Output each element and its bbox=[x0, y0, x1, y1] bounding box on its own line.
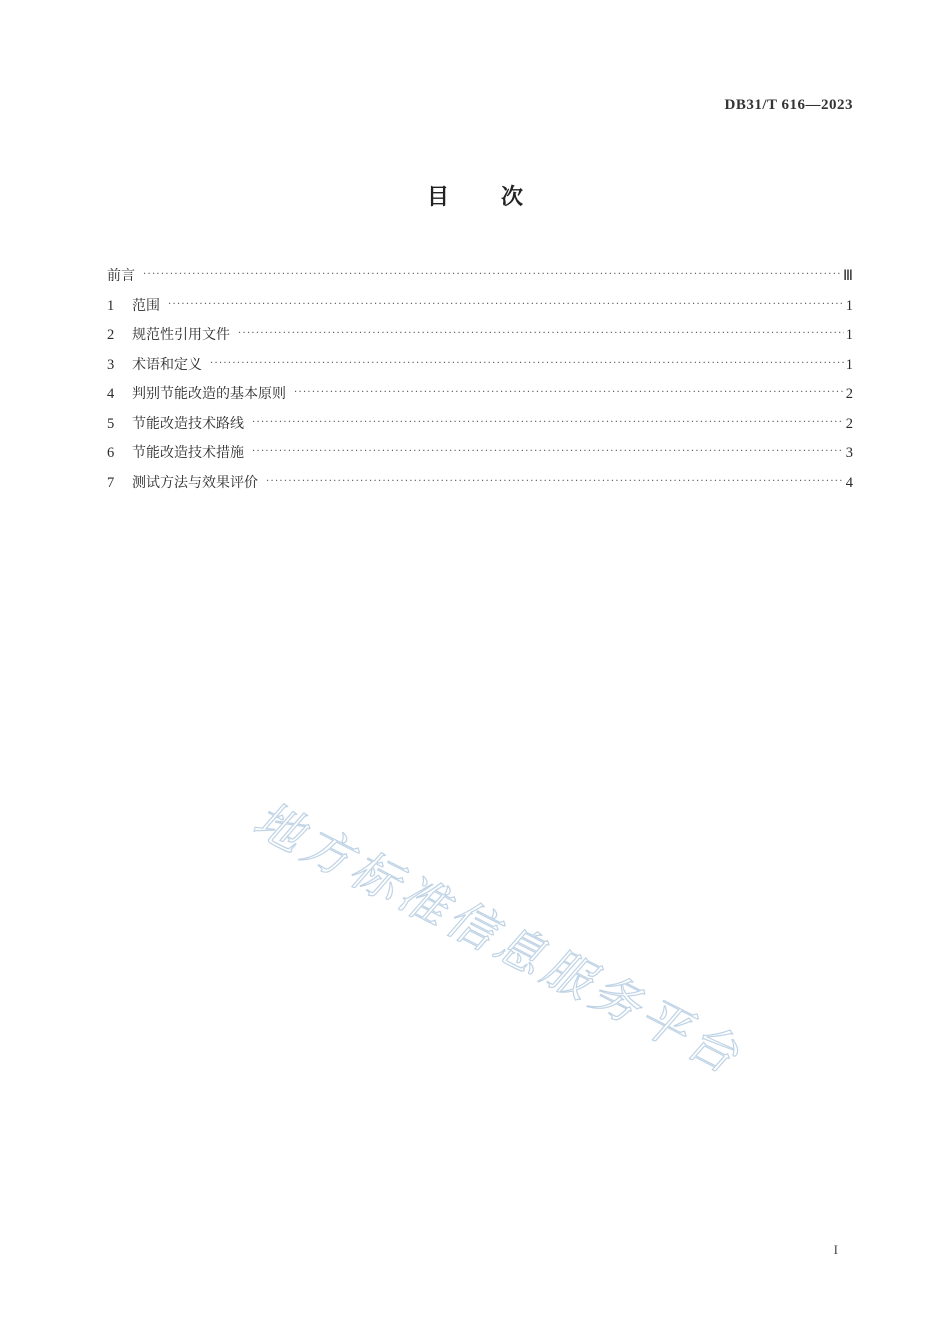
toc-entry-page: 1 bbox=[845, 297, 853, 314]
toc-entry-6[interactable] bbox=[107, 439, 853, 469]
toc-entry-3[interactable] bbox=[107, 351, 853, 381]
toc-leader-dots bbox=[168, 290, 844, 320]
toc-leader-dots bbox=[238, 319, 844, 349]
toc-entry-label: 节能改造技术路线 bbox=[132, 415, 244, 432]
toc-leader-dots bbox=[252, 437, 844, 467]
toc-entry-foreword[interactable] bbox=[107, 262, 853, 292]
toc-entry-number: 7 bbox=[107, 474, 115, 491]
toc-entry-label: 节能改造技术措施 bbox=[132, 445, 244, 461]
toc-entry-label: 测试方法与效果评价 bbox=[132, 474, 258, 491]
toc-leader-dots bbox=[143, 260, 841, 290]
toc-entry-page: 1 bbox=[845, 356, 853, 373]
toc-entry-5[interactable] bbox=[107, 410, 853, 440]
toc-entry-4[interactable] bbox=[107, 380, 853, 410]
toc-entry-page: 1 bbox=[845, 327, 853, 343]
toc-entry-1[interactable] bbox=[107, 292, 853, 322]
page-number: I bbox=[833, 1242, 838, 1257]
toc-entry-label: 判别节能改造的基本原则 bbox=[132, 386, 286, 402]
toc-entry-number: 1 bbox=[107, 297, 115, 314]
toc-leader-dots bbox=[294, 378, 844, 408]
toc-entry-label: 前言 bbox=[107, 268, 135, 284]
page-title: 目次 bbox=[426, 185, 575, 210]
toc-entry-number: 5 bbox=[107, 415, 115, 432]
document-code: DB31/T 616—2023 bbox=[724, 97, 853, 113]
table-of-contents bbox=[107, 262, 853, 498]
watermark: 地方标准信息服务平台 bbox=[244, 791, 752, 1087]
toc-entry-page: Ⅲ bbox=[843, 268, 853, 284]
toc-entry-page: 3 bbox=[845, 445, 853, 461]
toc-entry-number: 4 bbox=[107, 386, 115, 402]
toc-entry-page: 2 bbox=[845, 386, 853, 402]
toc-entry-label: 范围 bbox=[132, 297, 160, 314]
toc-leader-dots bbox=[210, 349, 844, 379]
toc-entry-number: 6 bbox=[107, 445, 115, 461]
toc-entry-label: 术语和定义 bbox=[132, 356, 202, 373]
toc-entry-7[interactable] bbox=[107, 469, 853, 499]
toc-leader-dots bbox=[252, 408, 844, 438]
toc-entry-page: 4 bbox=[845, 474, 853, 491]
toc-entry-2[interactable] bbox=[107, 321, 853, 351]
toc-entry-number: 2 bbox=[107, 327, 115, 343]
toc-entry-number: 3 bbox=[107, 356, 115, 373]
toc-entry-label: 规范性引用文件 bbox=[132, 327, 230, 343]
toc-leader-dots bbox=[266, 467, 844, 497]
toc-entry-page: 2 bbox=[845, 415, 853, 432]
